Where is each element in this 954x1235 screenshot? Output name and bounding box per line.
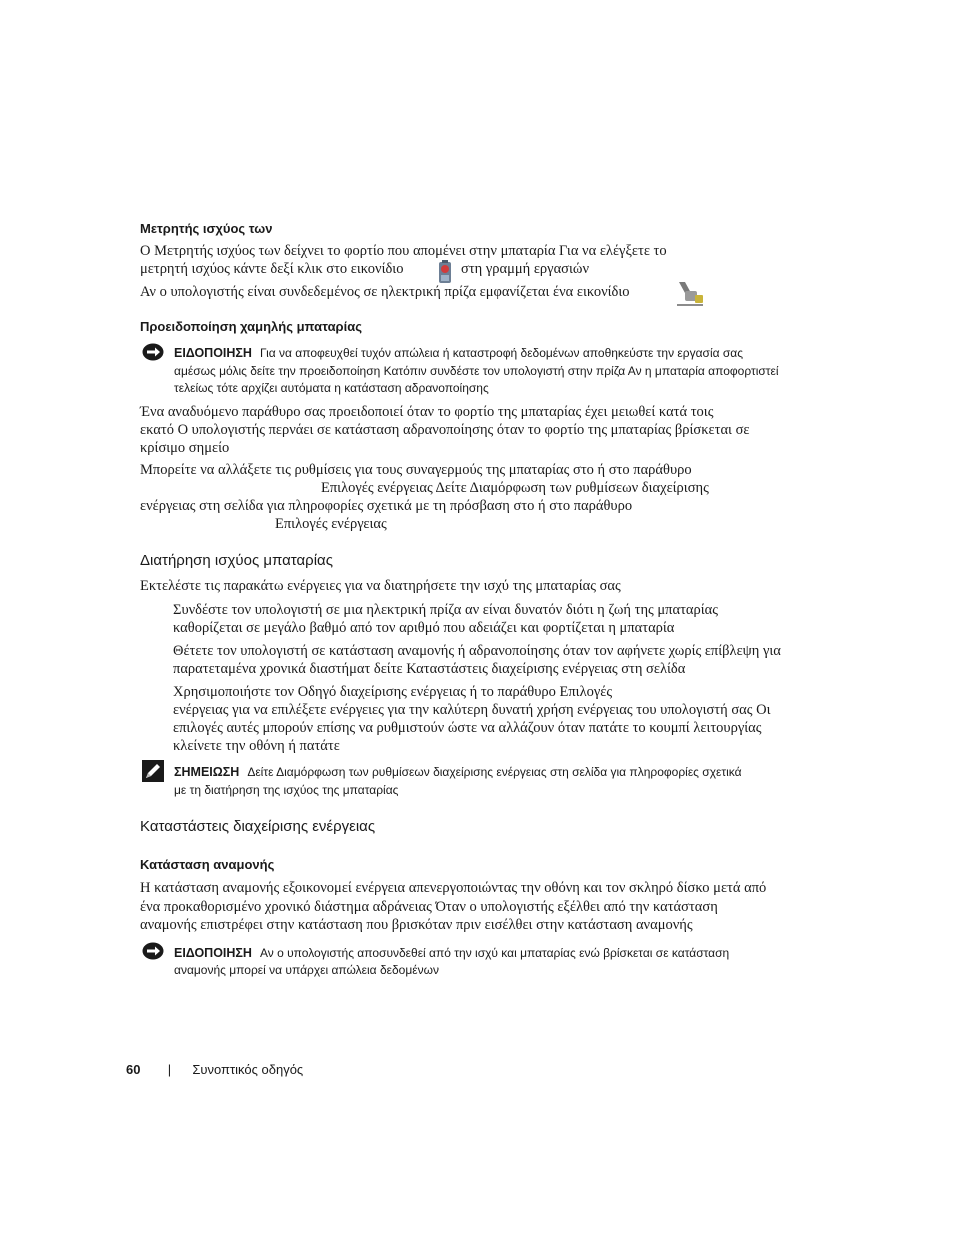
heading-conserving-battery: Διατήρηση ισχύος μπαταρίας xyxy=(140,552,333,569)
heading-power-states: Καταστάστεις διαχείρισης ενέργειας xyxy=(140,818,376,835)
standby-warning-label: ΕΙΔΟΠΟΙΗΣΗ xyxy=(174,946,252,960)
bullet-2-line-2: παρατεταμένα χρονικά διαστήματ δείτε Καταστάστεις διαχείρισης ενέργειας στη σελίδα xyxy=(173,661,686,677)
warning-label: ΕΙΔΟΠΟΙΗΣΗ xyxy=(174,346,252,360)
note-pencil-icon xyxy=(142,760,164,787)
warning-icon xyxy=(142,942,164,965)
power-meter-line-1: Ο Μετρητής ισχύος των δείχνει το φορτίο που απομένει στην μπαταρία Για να ελέγξετε το xyxy=(140,243,667,259)
bullet-2-line-1: Θέτετε τον υπολογιστή σε κατάσταση αναμονής ή αδρανοποίησης όταν τον αφήνετε χωρίς επίβλεψη για xyxy=(173,643,781,659)
note-label: ΣΗΜΕΙΩΣΗ xyxy=(174,765,240,779)
standby-warning-line-2: αναμονής μπορεί να υπάρχει απώλεια δεδομένων xyxy=(174,963,439,977)
footer-separator: | xyxy=(167,1062,172,1077)
footer-title: Συνοπτικός οδηγός xyxy=(192,1062,304,1077)
power-meter-line-3: στη γραμμή εργασιών xyxy=(461,261,589,277)
standby-warning-line-1: Αν ο υπολογιστής αποσυνδεθεί από την ισχύ και μπαταρίας ενώ βρίσκεται σε κατάσταση xyxy=(259,946,730,960)
bullet-3-line-3: επιλογές αυτές μπορούν επίσης να ρυθμιστούν ώστε να αλλάζουν όταν πατάτε το κουμπί λειτουργίας xyxy=(173,720,762,736)
standby-line-1: Η κατάσταση αναμονής εξοικονομεί ενέργεια απενεργοποιώντας την οθόνη και τον σκληρό δίσκο μετά από xyxy=(140,880,767,896)
bullet-3-line-2: ενέργειας για να επιλέξετε ενέργειες για την καλύτερη δυνατή χρήση ενέργειας του υπολογιστή σας Οι xyxy=(173,702,771,718)
note-line-2: με τη διατήρηση της ισχύος της μπαταρίας xyxy=(174,783,399,797)
standby-line-2: ένα προκαθορισμένο χρονικό διάστημα αδράνειας Όταν ο υπολογιστής εξέλθει από την κατάσταση xyxy=(140,899,718,915)
bullet-3-line-1: Χρησιμοποιήστε τον Οδηγό διαχείρισης ενέργειας ή το παράθυρο Επιλογές xyxy=(173,684,613,700)
power-meter-line-4: Αν ο υπολογιστής είναι συνδεδεμένος σε ηλεκτρική πρίζα εμφανίζεται ένα εικονίδιο xyxy=(140,284,630,300)
warning-line-3: τελείως τότε αρχίζει αυτόματα η κατάσταση αδρανοποίησης xyxy=(174,381,489,395)
subheading-standby: Κατάσταση αναμονής xyxy=(140,857,275,872)
ac-plug-icon xyxy=(675,279,705,307)
standby-line-3: αναμονής επιστρέφει στην κατάσταση που βρισκόταν πριν εισέλθει στην κατάσταση αναμονής xyxy=(140,917,693,933)
note-line-1: Δείτε Διαμόρφωση των ρυθμίσεων διαχείρισης ενέργειας στη σελίδα για πληροφορίες σχετικά xyxy=(247,765,742,779)
low-battery-para2-line-4: Επιλογές ενέργειας xyxy=(275,516,387,532)
battery-meter-icon xyxy=(436,260,454,284)
low-battery-para2-line-3: ενέργειας στη σελίδα για πληροφορίες σχετικά με τη πρόσβαση στο ή στο παράθυρο xyxy=(140,498,633,514)
page-number: 60 xyxy=(126,1062,141,1077)
bullet-3-line-4: κλείνετε την οθόνη ή πατάτε xyxy=(173,738,340,754)
low-battery-para2-line-1: Μπορείτε να αλλάξετε τις ρυθμίσεις για τους συναγερμούς της μπαταρίας στο ή στο παράθυρο xyxy=(140,462,692,478)
low-battery-para1-line-2: εκατό Ο υπολογιστής περνάει σε κατάσταση αδρανοποίησης όταν το φορτίο της μπαταρίας βρίσκεται σε xyxy=(140,422,750,438)
warning-line-2: αμέσως μόλις δείτε την προειδοποίηση Κατόπιν συνδέστε τον υπολογιστή στην πρίζα Αν η μπαταρία αποφορτιστεί xyxy=(174,364,779,378)
low-battery-para2-line-2: Επιλογές ενέργειας Δείτε Διαμόρφωση των ρυθμίσεων διαχείρισης xyxy=(321,480,709,496)
page-footer xyxy=(126,1062,303,1077)
bullet-1-line-1: Συνδέστε τον υπολογιστή σε μια ηλεκτρική πρίζα αν είναι δυνατόν διότι η ζωή της μπαταρίας xyxy=(173,602,718,618)
low-battery-para1-line-3: κρίσιμο σημείο xyxy=(140,440,230,456)
low-battery-para1-line-1: Ένα αναδυόμενο παράθυρο σας προειδοποιεί όταν το φορτίο της μπαταρίας έχει μειωθεί κατά τοις xyxy=(140,404,714,420)
warning-icon xyxy=(142,343,164,366)
conserving-intro: Εκτελέστε τις παρακάτω ενέργειες για να διατηρήσετε την ισχύ της μπαταρίας σας xyxy=(140,578,621,594)
subheading-power-meter: Μετρητής ισχύος των xyxy=(140,221,273,236)
subheading-low-battery: Προειδοποίηση χαμηλής μπαταρίας xyxy=(140,319,362,334)
warning-line-1: Για να αποφευχθεί τυχόν απώλεια ή καταστροφή δεδομένων αποθηκεύστε την εργασία σας xyxy=(259,346,744,360)
bullet-1-line-2: καθορίζεται σε μεγάλο βαθμό από τον αριθμό που αδειάζει και φορτίζεται η μπαταρία xyxy=(173,620,675,636)
power-meter-line-2: μετρητή ισχύος κάντε δεξί κλικ στο εικονίδιο xyxy=(140,261,404,277)
